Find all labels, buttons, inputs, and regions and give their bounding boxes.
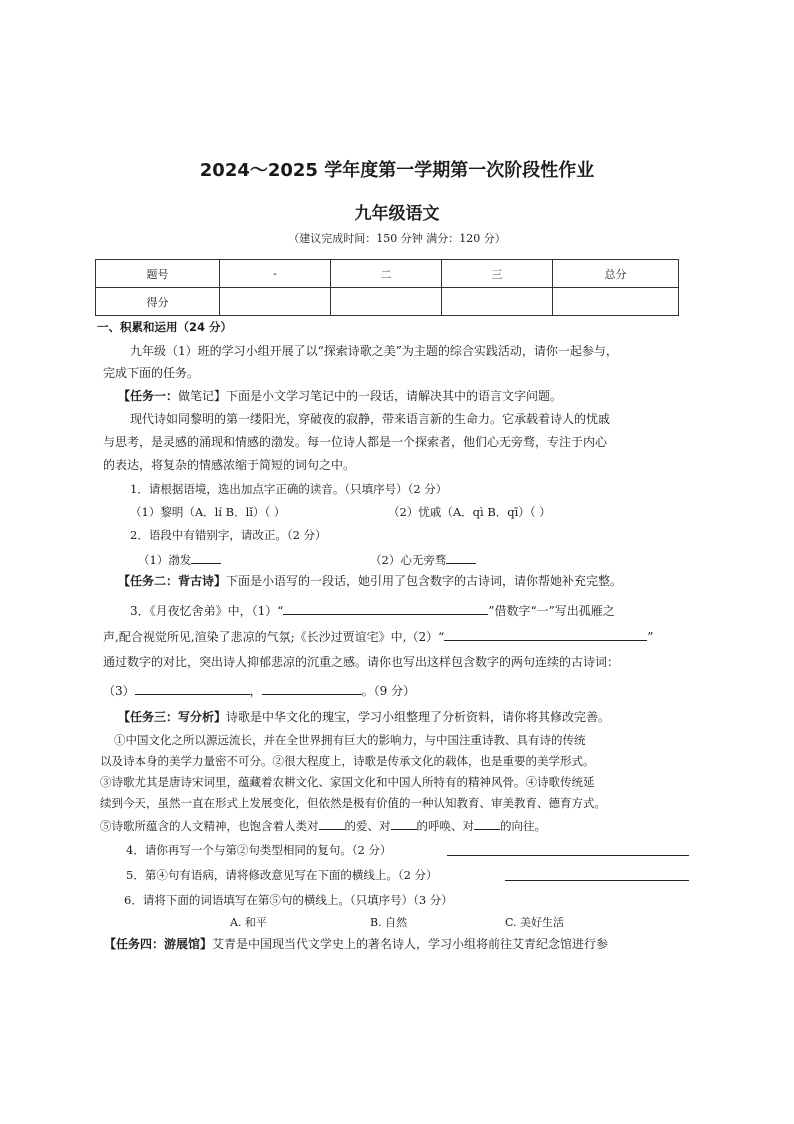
question-2-item-1 [138, 550, 221, 568]
intro-line-2: 完成下面的任务。 [103, 366, 200, 380]
question-3-line-2-end: ” [647, 630, 654, 644]
exam-subject: 九年级语文 [354, 204, 440, 224]
question-3-start: 3．《月夜忆舍弟》中，（1）“ [130, 604, 284, 618]
question-5: 5．第④句有语病，请将修改意见写在下面的横线上。（2 分） [126, 868, 438, 882]
task3-para-2: 以及诗本身的美学力量密不可分。②很大程度上，诗歌是传承文化的载体，也是重要的美学形式。 [100, 754, 595, 768]
task3-text: 诗歌是中华文化的瑰宝，学习小组整理了分析资料，请你将其修改完善。 [226, 710, 611, 724]
answer-blank[interactable] [391, 816, 417, 830]
question-1: 1．请根据语境，选出加点字正确的读音。（只填序号）（2 分） [130, 482, 448, 496]
score-input-cell[interactable] [330, 288, 441, 316]
option-b: B. 自然 [370, 916, 408, 929]
section-heading: 一、积累和运用（24 分） [97, 320, 233, 334]
question-1-item-1: （1）黎明（A．lí B．lǐ）（ ） [130, 505, 286, 519]
intro-line-1: 九年级（1）班的学习小组开展了以“探索诗歌之美”为主题的综合实践活动，请你一起参与， [130, 344, 618, 358]
task3-para-1: ①中国文化之所以源远流长，并在全世界拥有巨大的影响力，与中国注重诗教、具有诗的传统 [114, 733, 586, 747]
question-2-item-2-label: （2）心无旁骛 [370, 553, 447, 567]
task2-line [118, 573, 622, 589]
score-input-cell[interactable] [219, 288, 330, 316]
task1-para-2: 与思考，是灵感的涌现和情感的渤发。每一位诗人都是一个探索者，他们心无旁骛，专注于内心 [103, 435, 608, 449]
score-table-header-row [96, 260, 679, 288]
score-cell: 得分 [96, 288, 220, 316]
task1-text: 下面是小文学习笔记中的一段话，请解决其中的语言文字问题。 [226, 389, 563, 403]
task3-para-3: ③诗歌尤其是唐诗宋词里，蕴藏着农耕文化、家国文化和中国人所特有的精神风骨。④诗歌传统延 [100, 775, 595, 789]
task3-line [118, 709, 610, 725]
task1-line [118, 388, 562, 404]
score-cell: - [219, 260, 330, 288]
score-cell: 二 [330, 260, 441, 288]
score-cell: 题号 [96, 260, 220, 288]
answer-blank[interactable] [446, 550, 476, 564]
question-2-item-1-label: （1）渤发 [138, 553, 192, 567]
task4-text: 艾青是中国现当代文学史上的著名诗人，学习小组将前往艾青纪念馆进行参 [212, 937, 609, 951]
task2-text: 下面是小语写的一段话，她引用了包含数字的古诗词，请你帮她补充完整。 [226, 574, 623, 588]
question-6: 6．请将下面的词语填写在第⑤句的横线上。（只填序号）（3 分） [124, 893, 453, 907]
answer-blank[interactable] [283, 601, 488, 615]
task3-para-5-c: 的呼唤、对 [416, 819, 474, 833]
exam-title: 2024～2025 学年度第一学期第一次阶段性作业 [199, 160, 595, 181]
task1-para-1: 现代诗如同黎明的第一缕阳光，穿破夜的寂静，带来语言新的生命力。它承载着诗人的忧戚 [130, 412, 611, 426]
task3-para-5-b: 的爱、对 [344, 819, 391, 833]
answer-blank[interactable] [135, 681, 250, 695]
answer-blank[interactable] [444, 627, 647, 641]
task1-label: 【任务一： [118, 389, 179, 403]
question-3-line-2-text: 声,配合视觉所见,渲染了悲凉的气氛;《长沙过贾谊宅》中,（2）“ [103, 630, 445, 644]
task3-label: 【任务三：写分析】 [118, 710, 227, 724]
option-a: A. 和平 [230, 916, 267, 929]
question-3-end: 。（9 分） [361, 684, 416, 698]
answer-blank[interactable] [319, 816, 345, 830]
score-cell: 三 [441, 260, 552, 288]
score-table [95, 259, 679, 316]
answer-blank[interactable] [262, 681, 362, 695]
question-4: 4．请你再写一个与第②句类型相同的复句。（2 分） [126, 843, 392, 857]
task2-label: 【任务二：背古诗】 [118, 574, 227, 588]
question-3-comma: ， [249, 684, 262, 698]
task3-para-4: 续到今天，虽然一直在形式上发展变化，但依然是极有价值的一种认知教育、审美教育、德育方式。 [100, 796, 606, 810]
question-3-label-3: （3） [103, 684, 135, 698]
question-2-item-2 [370, 550, 476, 568]
question-3-line-1 [130, 601, 615, 619]
question-2: 2．语段中有错别字，请改正。（2 分） [130, 528, 327, 542]
task3-para-5 [100, 816, 546, 834]
answer-blank[interactable] [474, 816, 500, 830]
task3-para-5-d: 的向往。 [500, 819, 546, 833]
task3-para-5-a: ⑤诗歌所蕴含的人文精神，也饱含着人类对 [100, 819, 319, 833]
task4-label: 【任务四：游展馆】 [104, 937, 213, 951]
question-3-mid: ”借数字“一”写出孤雁之 [488, 604, 615, 618]
question-3-line-4 [103, 681, 415, 699]
question-3-line-3: 通过数字的对比，突出诗人抑郁悲凉的沉重之感。请你也写出这样包含数字的两句连续的古诗词： [103, 655, 620, 669]
answer-line[interactable] [505, 880, 689, 881]
task1-label-rest: 做笔记】 [178, 389, 227, 403]
score-cell: 总分 [553, 260, 679, 288]
question-3-line-2 [103, 627, 653, 645]
score-input-cell[interactable] [441, 288, 552, 316]
score-table-score-row [96, 288, 679, 316]
question-1-item-2: （2）忧戚（A．qì B．qī）（ ） [388, 505, 551, 519]
answer-line[interactable] [447, 855, 689, 856]
task1-para-3: 的表达，将复杂的情感浓缩于简短的词句之中。 [103, 458, 356, 472]
option-c: C. 美好生活 [505, 916, 565, 929]
answer-blank[interactable] [191, 550, 221, 564]
exam-meta: （建议完成时间：150 分钟 满分：120 分） [288, 232, 506, 245]
task4-line [104, 936, 608, 952]
score-input-cell[interactable] [553, 288, 679, 316]
